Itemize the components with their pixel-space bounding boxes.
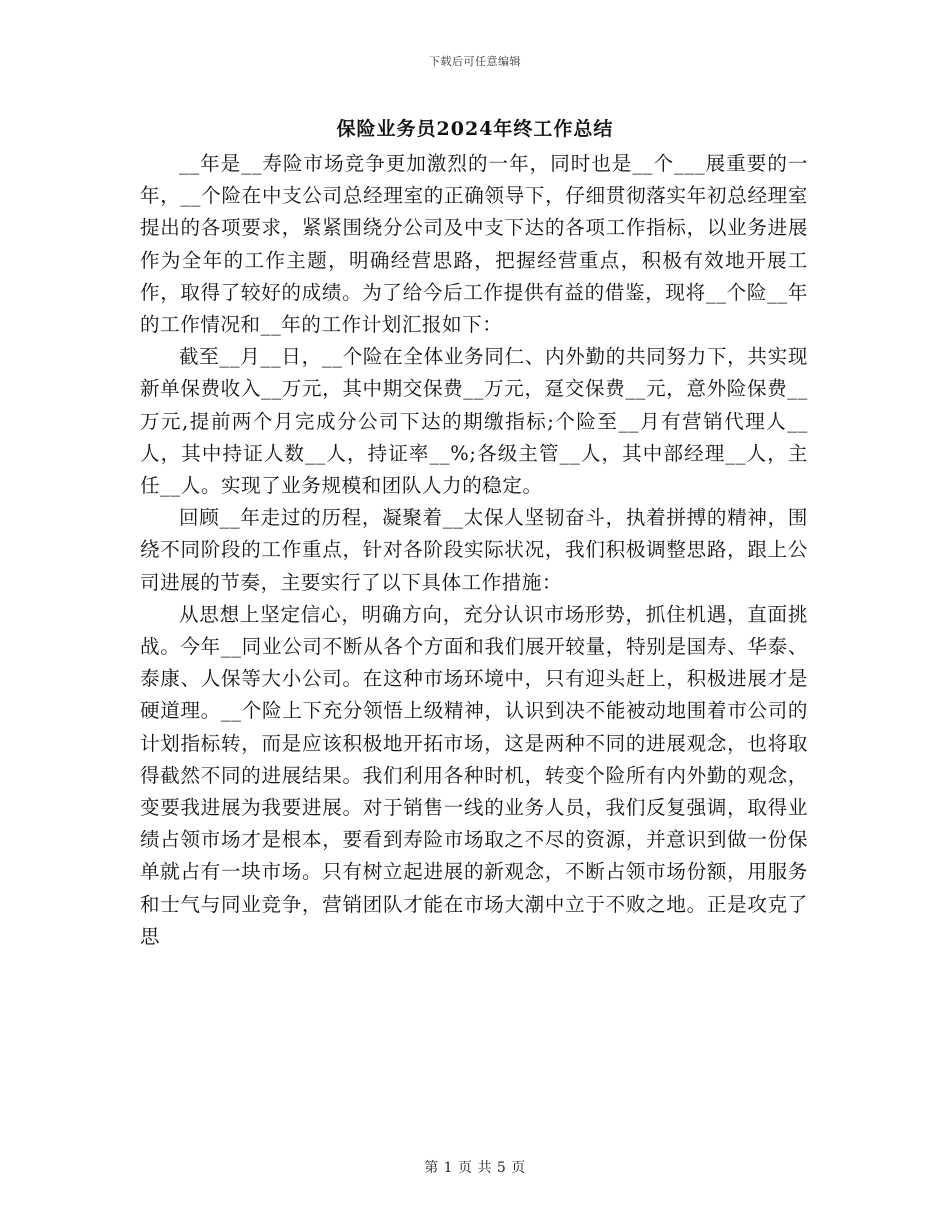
document-body (140, 148, 808, 953)
paragraph-3: 回顾__年走过的历程，凝聚着__太保人坚韧奋斗，执着拼搏的精神，围绕不同阶段的工作重点，针对各阶段实际状况，我们积极调整思路，跟上公司进展的节奏，主要实行了以下具体工作措施： (140, 506, 808, 594)
paragraph-2: 截至__月__日，__个险在全体业务同仁、内外勤的共同努力下，共实现新单保费收入__万元，其中期交保费__万元，趸交保费__元，意外险保费__万元,提前两个月完成分公司下达的期缴指标;个险至__月有营销代理人__人，其中持证人数__人，持证率__%;各级主管__人，其中部经理__人，主任__人。实现了业务规模和团队人力的稳定。 (140, 345, 808, 498)
paragraph-1: __年是__寿险市场竞争更加激烈的一年，同时也是__个___展重要的一年，__个险在中支公司总经理室的正确领导下，仔细贯彻落实年初总经理室提出的各项要求，紧紧围绕分公司及中支下达的各项工作指标，以业务进展作为全年的工作主题，明确经营思路，把握经营重点，积极有效地开展工作，取得了较好的成绩。为了给今后工作提供有益的借鉴，现将__个险__年的工作情况和__年的工作计划汇报如下： (140, 152, 808, 337)
document-title: 保险业务员2024年终工作总结 (336, 118, 614, 140)
header-note: 下载后可任意编辑 (429, 55, 521, 68)
paragraph-4: 从思想上坚定信心，明确方向，充分认识市场形势，抓住机遇，直面挑战。今年__同业公司不断从各个方面和我们展开较量，特别是国寿、华泰、泰康、人保等大小公司。在这种市场环境中，只有迎头赶上，积极进展才是硬道理。__个险上下充分领悟上级精神，认识到决不能被动地围着市公司的计划指标转，而是应该积极地开拓市场，这是两种不同的进展观念，也将取得截然不同的进展结果。我们利用各种时机，转变个险所有内外勤的观念，变要我进展为我要进展。对于销售一线的业务人员，我们反复强调，取得业绩占领市场才是根本，要看到寿险市场取之不尽的资源，并意识到做一份保单就占有一块市场。只有树立起进展的新观念，不断占领市场份额，用服务和士气与同业竞争，营销团队才能在市场大潮中立于不败之地。正是攻克了思 (140, 602, 808, 948)
page-number: 第 1 页 共 5 页 (424, 1160, 526, 1176)
